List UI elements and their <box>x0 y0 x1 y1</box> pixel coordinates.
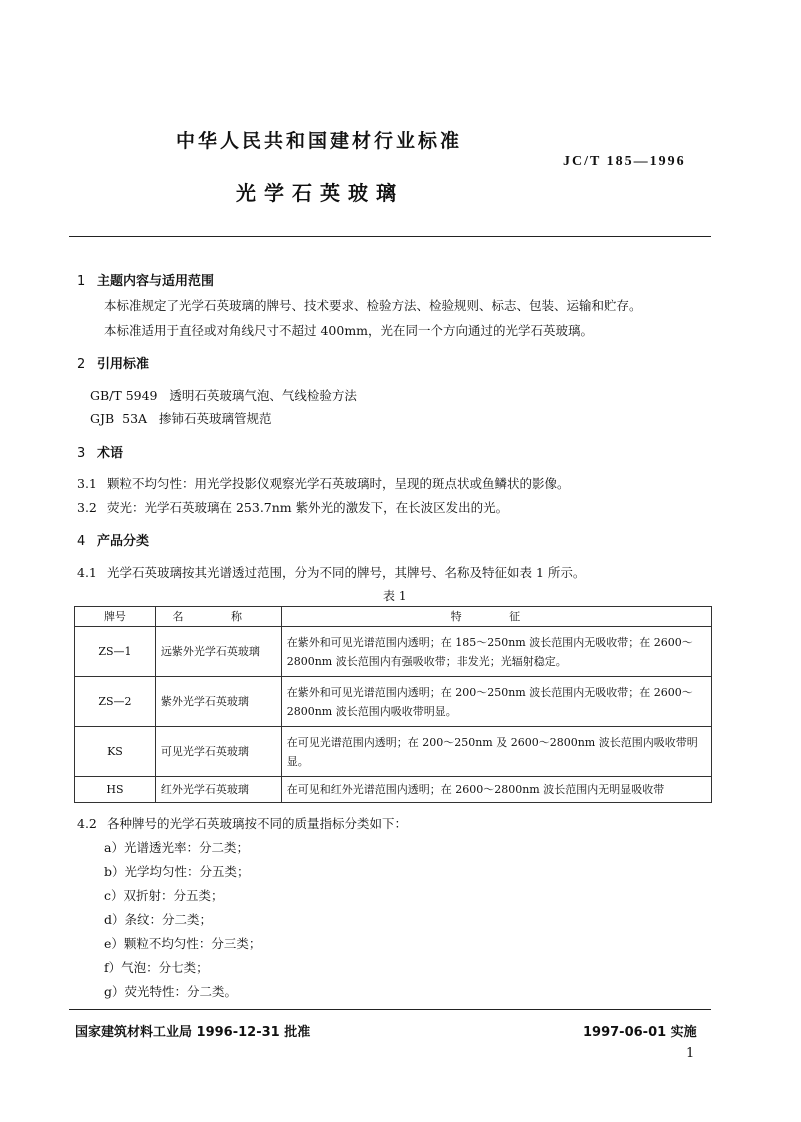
reference-item: GB/T 5949 透明石英玻璃气泡、气线检验方法 <box>90 388 357 403</box>
table-header-cell: 名 称 <box>155 607 281 627</box>
clause-number: 4.1 <box>77 565 97 580</box>
name-cell: 远紫外光学石英玻璃 <box>155 627 281 677</box>
clause-text: 光学石英玻璃按其光谱透过范围，分为不同的牌号，其牌号、名称及特征如表 1 所示。 <box>107 565 586 580</box>
grade-cell: HS <box>75 777 156 803</box>
list-item: d）条纹：分二类； <box>104 912 213 927</box>
section-number: 4 <box>77 534 86 549</box>
table-header-cell: 特 征 <box>281 607 711 627</box>
list-item: g）荧光特性：分二类。 <box>104 984 238 999</box>
feature-cell: 在紫外和可见光谱范围内透明；在 185～250nm 波长范围内无吸收带；在 2600～2800nm 波长范围内有强吸收带；非发光；光辐射稳定。 <box>281 627 711 677</box>
term-number: 3.1 <box>77 476 97 491</box>
name-cell: 可见光学石英玻璃 <box>155 727 281 777</box>
section-title: 主题内容与适用范围 <box>97 274 215 289</box>
feature-cell: 在紫外和可见光谱范围内透明；在 200～250nm 波长范围内无吸收带；在 2600～2800nm 波长范围内吸收带明显。 <box>281 677 711 727</box>
grade-cell: ZS—2 <box>75 677 156 727</box>
name-cell: 红外光学石英玻璃 <box>155 777 281 803</box>
section-1-paragraph-1: 本标准规定了光学石英玻璃的牌号、技术要求、检验方法、检验规则、标志、包装、运输和贮存。 <box>104 298 642 313</box>
grade-cell: KS <box>75 727 156 777</box>
reference-item: GJB 53A 掺铈石英玻璃管规范 <box>90 411 272 426</box>
term-number: 3.2 <box>77 500 97 515</box>
header-rule <box>69 236 711 237</box>
section-2-heading <box>77 353 149 372</box>
effective-line: 1997-06-01 实施 <box>583 1025 697 1040</box>
section-number: 3 <box>77 446 86 461</box>
section-1-paragraph-2: 本标准适用于直径或对角线尺寸不超过 400mm，光在同一个方向通过的光学石英玻璃。 <box>104 323 594 338</box>
table-header-row <box>75 607 712 627</box>
clause-number: 4.2 <box>77 816 97 831</box>
section-4-heading <box>77 530 149 549</box>
approval-line: 国家建筑材料工业局 1996-12-31 批准 <box>75 1025 311 1040</box>
table-row <box>75 677 712 727</box>
section-number: 2 <box>77 357 86 372</box>
table-row <box>75 727 712 777</box>
section-3-heading <box>77 442 123 461</box>
list-item: f）气泡：分七类； <box>104 960 209 975</box>
document-title: 光学石英玻璃 <box>236 181 404 205</box>
table-row <box>75 627 712 677</box>
list-item: e）颗粒不均匀性：分三类； <box>104 936 262 951</box>
page-number: 1 <box>686 1046 695 1061</box>
table-caption: 表 1 <box>383 589 407 603</box>
term-item <box>77 474 570 492</box>
term-text: 颗粒不均匀性：用光学投影仪观察光学石英玻璃时，呈现的斑点状或鱼鳞状的影像。 <box>107 476 570 491</box>
term-text: 荧光：光学石英玻璃在 253.7nm 紫外光的激发下，在长波区发出的光。 <box>107 500 509 515</box>
list-item: a）光谱透光率：分二类； <box>104 840 249 855</box>
footer-rule <box>69 1009 711 1010</box>
section-title: 产品分类 <box>97 534 150 549</box>
feature-cell: 在可见光谱范围内透明；在 200～250nm 及 2600～2800nm 波长范围内吸收带明显。 <box>281 727 711 777</box>
grade-cell: ZS—1 <box>75 627 156 677</box>
table-header-cell: 牌号 <box>75 607 156 627</box>
feature-cell: 在可见和红外光谱范围内透明；在 2600～2800nm 波长范围内无明显吸收带 <box>281 777 711 803</box>
list-item: b）光学均匀性：分五类； <box>104 864 250 879</box>
section-title: 术语 <box>97 446 124 461</box>
list-item: c）双折射：分五类； <box>104 888 224 903</box>
clause-text: 各种牌号的光学石英玻璃按不同的质量指标分类如下： <box>107 816 408 831</box>
section-title: 引用标准 <box>97 357 150 372</box>
table-row <box>75 777 712 803</box>
section-1-heading <box>77 270 214 289</box>
standard-code: JC/T 185—1996 <box>563 154 686 169</box>
clause-4-2 <box>77 814 407 832</box>
grade-table <box>74 606 712 803</box>
clause-4-1 <box>77 563 585 581</box>
term-item <box>77 498 508 516</box>
section-number: 1 <box>77 274 86 289</box>
standard-name: 中华人民共和国建材行业标准 <box>176 130 463 152</box>
name-cell: 紫外光学石英玻璃 <box>155 677 281 727</box>
